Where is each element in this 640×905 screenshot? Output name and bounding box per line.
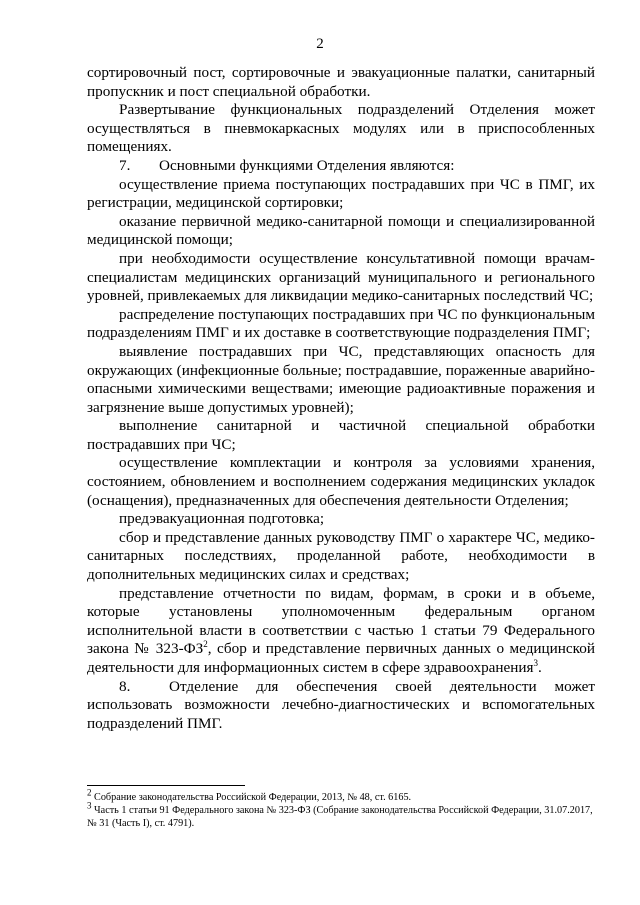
item-7-number: 7. <box>119 156 131 174</box>
footnote-3 <box>87 800 597 830</box>
function-10-part-c: . <box>538 659 542 676</box>
function-5: выявление пострадавших при ЧС, представляющих опасность для окружающих (инфекционные больные; пострадавшие, пораженные аварийно-опасными химическими веществами; имеющие радиоактивные поражения и загрязнение выше допустимых уровней); <box>87 342 595 416</box>
footnotes <box>87 787 597 831</box>
function-2: оказание первичной медико-санитарной помощи и специализированной медицинской помощи; <box>87 212 595 249</box>
function-4: распределение поступающих пострадавших при ЧС по функциональным подразделениям ПМГ и их доставке в соответствующие подразделения ПМГ; <box>87 305 595 342</box>
function-3: при необходимости осуществление консультативной помощи врачам-специалистам медицинских организаций муниципального и регионального уровней, привлекаемых для ликвидации медико-санитарных последствий ЧС; <box>87 249 595 305</box>
footnote-2-mark: 2 <box>87 787 92 798</box>
footnote-2 <box>87 787 597 804</box>
footnote-ref-2: 2 <box>203 639 208 650</box>
function-10-part-a: представление отчетности по видам, формам, в сроки и в объеме, которые установлены уполномоченным федеральным органом исполнительной власти в соответствии с частью 1 статьи 79 Федерального закона № 323-ФЗ <box>87 584 595 658</box>
item-8-text: Отделение для обеспечения своей деятельности может использовать возможности лечебно-диагностических и вспомогательных подразделений ПМГ. <box>87 677 595 732</box>
paragraph-1: сортировочный пост, сортировочные и эвакуационные палатки, санитарный пропускник и пост специальной обработки. <box>87 64 595 100</box>
footnote-3-mark: 3 <box>87 800 92 811</box>
footnote-divider <box>87 785 245 786</box>
function-6: выполнение санитарной и частичной специальной обработки пострадавших при ЧС; <box>87 417 595 453</box>
page-number: 2 <box>316 36 324 52</box>
item-7-text: Основными функциями Отделения являются: <box>159 156 455 174</box>
function-7: осуществление комплектации и контроля за условиями хранения, состоянием, обновлением и восполнением содержания медицинских укладок (оснащения), предназначенных для обеспечения деятельности Отделения; <box>87 454 595 509</box>
function-1: осуществление приема поступающих пострадавших при ЧС в ПМГ, их регистрации, медицинской сортировки; <box>87 175 595 212</box>
footnote-ref-3: 3 <box>533 657 539 668</box>
item-7 <box>87 157 595 176</box>
function-9: сбор и представление данных руководству ПМГ о характере ЧС, медико-санитарных последствиях, проделанной работе, необходимости в дополнительных медицинских силах и средствах; <box>87 528 595 584</box>
footnote-2-text: Собрание законодательства Российской Федерации, 2013, № 48, ст. 6165. <box>91 792 412 803</box>
function-8: предэвакуационная подготовка; <box>119 510 325 528</box>
document-body <box>87 64 595 733</box>
footnote-3-text: Часть 1 статьи 91 Федерального закона № 323-ФЗ (Собрание законодательства Российской Федерации, 31.07.2017, № 31 (Часть I), ст. 4791). <box>87 805 593 830</box>
paragraph-2: Развертывание функциональных подразделений Отделения может осуществляться в пневмокаркасных модулях или в приспособленных помещениях. <box>87 101 595 156</box>
function-10 <box>87 585 595 678</box>
function-10-part-b: , сбор и представление первичных данных о медицинской деятельности для информационных систем в сфере здравоохранения <box>87 640 596 676</box>
item-8-number: 8. <box>119 677 131 695</box>
